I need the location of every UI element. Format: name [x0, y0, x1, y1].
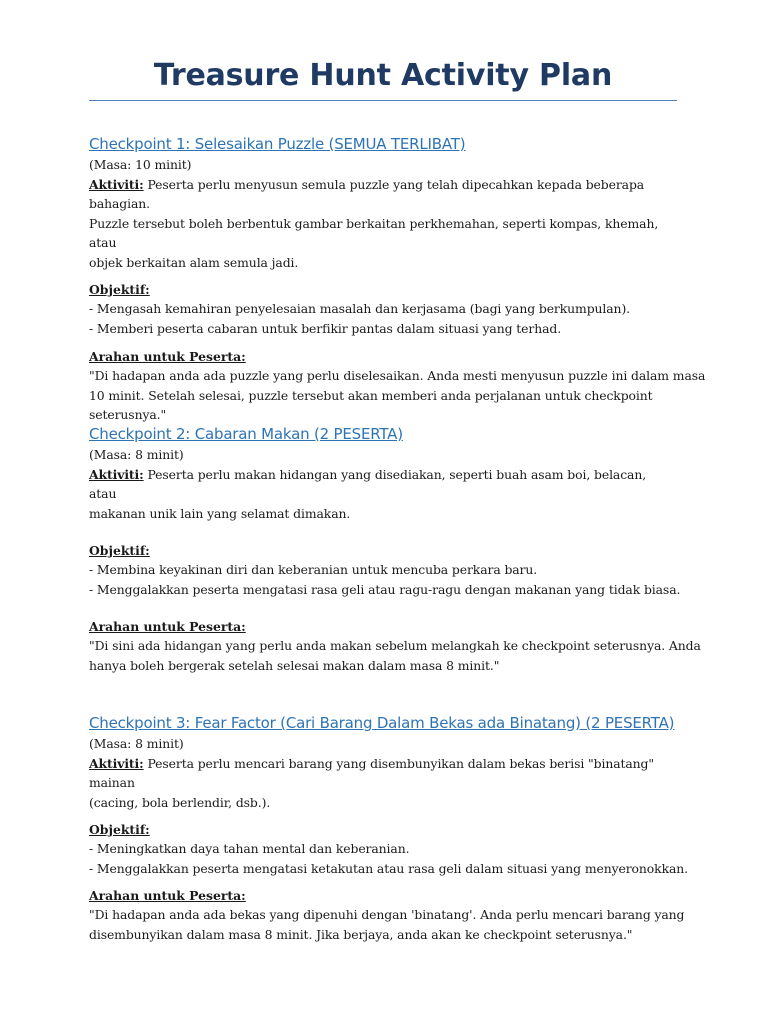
- instruction-text: "Di hadapan anda ada puzzle yang perlu diselesaikan. Anda mesti menyusun puzzle ini dalam masa: [89, 368, 706, 383]
- instruction-text: "Di sini ada hidangan yang perlu anda makan sebelum melangkah ke checkpoint seterusnya. Anda: [89, 638, 701, 653]
- objective-label: Objektif:: [89, 822, 150, 837]
- checkpoint-1-activity: [89, 175, 677, 214]
- activity-text: objek berkaitan alam semula jadi.: [89, 254, 299, 270]
- activity-label: Aktiviti:: [89, 466, 144, 482]
- objective-item: - Memberi peserta cabaran untuk berfikir pantas dalam situasi yang terhad.: [89, 320, 562, 336]
- activity-label: Aktiviti:: [89, 176, 144, 192]
- activity-text: makanan unik lain yang selamat dimakan.: [89, 505, 351, 521]
- checkpoint-3-heading: Checkpoint 3: Fear Factor (Cari Barang Dalam Bekas ada Binatang) (2 PESERTA): [89, 714, 675, 732]
- objective-label: Objektif:: [89, 282, 150, 297]
- checkpoint-3-duration: (Masa: 8 minit): [89, 736, 184, 751]
- checkpoint-2-section: [89, 423, 701, 675]
- activity-text: Peserta perlu makan hidangan yang disediakan, seperti buah asam boi, belacan, atau: [89, 466, 647, 501]
- instruction-label: Arahan untuk Peserta:: [89, 888, 246, 903]
- checkpoint-2-activity: [89, 465, 677, 504]
- instruction-text: disembunyikan dalam masa 8 minit. Jika berjaya, anda akan ke checkpoint seterusnya.": [89, 926, 633, 942]
- checkpoint-1-section: [89, 133, 706, 425]
- checkpoint-3-section: [89, 712, 688, 944]
- checkpoint-1-heading: Checkpoint 1: Selesaikan Puzzle (SEMUA TERLIBAT): [89, 135, 466, 153]
- activity-text: Peserta perlu mencari barang yang disembunyikan dalam bekas berisi "binatang" mainan: [89, 755, 654, 790]
- objective-item: - Membina keyakinan diri dan keberanian untuk mencuba perkara baru.: [89, 562, 538, 577]
- page-title: Treasure Hunt Activity Plan: [153, 58, 613, 93]
- checkpoint-2-duration: (Masa: 8 minit): [89, 447, 184, 462]
- objective-item: - Menggalakkan peserta mengatasi rasa geli atau ragu-ragu dengan makanan yang tidak biasa.: [89, 581, 681, 597]
- objective-item: - Meningkatkan daya tahan mental dan keberanian.: [89, 841, 410, 856]
- instruction-text: seterusnya.": [89, 407, 167, 422]
- activity-text: Peserta perlu menyusun semula puzzle yang telah dipecahkan kepada beberapa bahagian.: [89, 176, 645, 211]
- instruction-text: 10 minit. Setelah selesai, puzzle tersebut akan memberi anda perjalanan untuk checkpoint: [89, 387, 653, 403]
- title-divider: [89, 100, 677, 101]
- objective-item: - Mengasah kemahiran penyelesaian masalah dan kerjasama (bagi yang berkumpulan).: [89, 301, 631, 316]
- checkpoint-2-heading: Checkpoint 2: Cabaran Makan (2 PESERTA): [89, 425, 403, 443]
- checkpoint-1-duration: (Masa: 10 minit): [89, 157, 192, 172]
- instruction-text: "Di hadapan anda ada bekas yang dipenuhi dengan 'binatang'. Anda perlu mencari barang yang: [89, 907, 685, 922]
- checkpoint-3-activity: [89, 754, 677, 793]
- activity-text: (cacing, bola berlendir, dsb.).: [89, 794, 271, 810]
- objective-item: - Menggalakkan peserta mengatasi ketakutan atau rasa geli dalam situasi yang menyeronokkan.: [89, 860, 688, 876]
- instruction-label: Arahan untuk Peserta:: [89, 349, 246, 364]
- objective-label: Objektif:: [89, 543, 150, 558]
- activity-label: Aktiviti:: [89, 755, 144, 771]
- instruction-text: hanya boleh bergerak setelah selesai makan dalam masa 8 minit.": [89, 657, 500, 673]
- instruction-label: Arahan untuk Peserta:: [89, 619, 246, 634]
- activity-text: Puzzle tersebut boleh berbentuk gambar berkaitan perkhemahan, seperti kompas, khemah, atau: [89, 215, 659, 250]
